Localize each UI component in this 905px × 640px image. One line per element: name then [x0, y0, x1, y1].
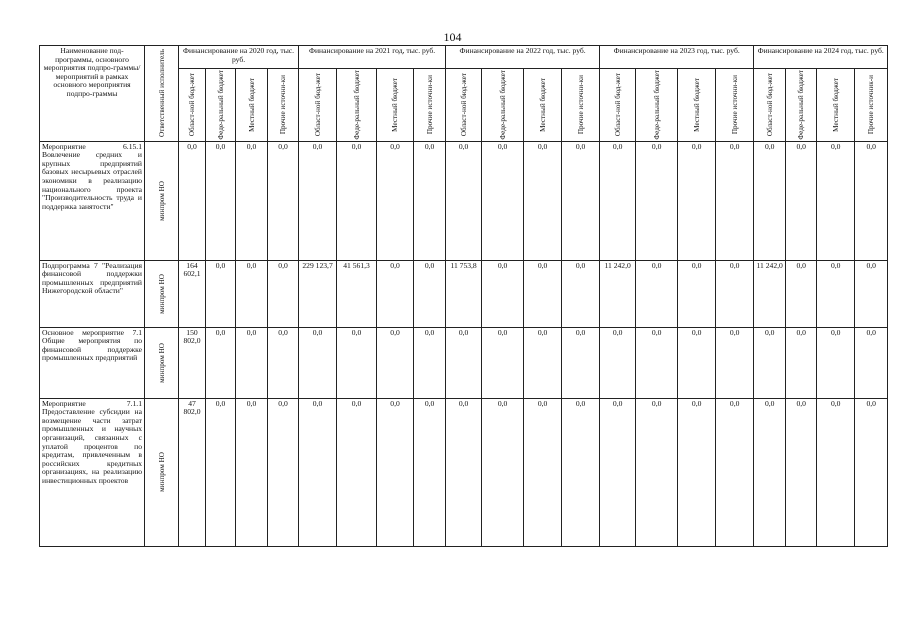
source-header: Местный бюджет [678, 69, 716, 142]
value-cell: 0,0 [855, 141, 888, 260]
year-header-2021: Финансирование на 2021 год, тыс. руб. [299, 46, 446, 69]
source-header: Област-ной бюд-жет [600, 69, 636, 142]
value-cell: 0,0 [817, 141, 855, 260]
source-header: Прочие источни-ки [414, 69, 446, 142]
value-cell: 0,0 [268, 141, 299, 260]
value-cell: 0,0 [268, 398, 299, 546]
value-cell: 47 802,0 [179, 398, 206, 546]
value-cell: 0,0 [236, 398, 268, 546]
year-header-2022: Финансирование на 2022 год, тыс. руб. [446, 46, 600, 69]
value-cell: 0,0 [600, 398, 636, 546]
value-cell: 0,0 [678, 260, 716, 327]
source-header: Феде-ральный бюджет [636, 69, 678, 142]
value-cell: 0,0 [268, 327, 299, 398]
table-row [40, 398, 888, 546]
value-cell: 0,0 [754, 141, 786, 260]
value-cell: 0,0 [446, 141, 482, 260]
year-header-2020: Финансирование на 2020 год, тыс. руб. [179, 46, 299, 69]
source-header: Местный бюджет [817, 69, 855, 142]
value-cell: 0,0 [678, 327, 716, 398]
source-header: Местный бюджет [377, 69, 414, 142]
year-header-2024: Финансирование на 2024 год, тыс. руб. [754, 46, 888, 69]
value-cell: 0,0 [482, 327, 524, 398]
value-cell: 0,0 [855, 327, 888, 398]
value-cell: 0,0 [482, 260, 524, 327]
source-header: Феде-ральный бюджет [206, 69, 236, 142]
value-cell: 0,0 [236, 141, 268, 260]
value-cell: 0,0 [482, 398, 524, 546]
year-header-2023: Финансирование на 2023 год, тыс. руб. [600, 46, 754, 69]
value-cell: 0,0 [337, 141, 377, 260]
value-cell: 0,0 [268, 260, 299, 327]
source-header: Феде-ральный бюджет [337, 69, 377, 142]
source-header: Прочие источни-ки [562, 69, 600, 142]
value-cell: 0,0 [206, 327, 236, 398]
value-cell: 0,0 [786, 141, 817, 260]
value-cell: 0,0 [524, 327, 562, 398]
source-header: Местный бюджет [236, 69, 268, 142]
value-cell: 0,0 [786, 398, 817, 546]
value-cell: 11 753,8 [446, 260, 482, 327]
value-cell: 0,0 [716, 260, 754, 327]
table-row [40, 141, 888, 260]
program-name-header: Наименование под-программы, основного мероприятия подпро-граммы/мероприятий в рамках основного мероприятия подпро-граммы [40, 46, 145, 142]
value-cell: 0,0 [636, 398, 678, 546]
value-cell: 0,0 [562, 327, 600, 398]
financing-table [39, 45, 888, 547]
program-name-cell: Мероприятие 6.15.1 Вовлечение средних и крупных предприятий базовых несырьевых отраслей экономики в реализацию национального проекта "Производительность труда и поддержка занятости" [40, 141, 145, 260]
page-number: 104 [443, 30, 462, 44]
value-cell: 0,0 [786, 327, 817, 398]
responsible-cell: минпром НО [145, 260, 179, 327]
program-name-cell: Основное мероприятие 7.1 Общие мероприятия по финансовой поддержке промышленных предприятий [40, 327, 145, 398]
value-cell: 0,0 [678, 398, 716, 546]
value-cell: 0,0 [377, 260, 414, 327]
value-cell: 0,0 [482, 141, 524, 260]
responsible-header: Ответственный исполнитель [145, 46, 179, 142]
responsible-cell: минпром НО [145, 398, 179, 546]
value-cell: 0,0 [855, 398, 888, 546]
value-cell: 0,0 [337, 327, 377, 398]
source-header: Феде-ральный бюджет [482, 69, 524, 142]
value-cell: 229 123,7 [299, 260, 337, 327]
value-cell: 0,0 [206, 141, 236, 260]
value-cell: 0,0 [446, 398, 482, 546]
value-cell: 0,0 [414, 260, 446, 327]
value-cell: 0,0 [299, 398, 337, 546]
value-cell: 0,0 [524, 398, 562, 546]
value-cell: 0,0 [754, 398, 786, 546]
source-header: Прочие источник-и [855, 69, 888, 142]
value-cell: 0,0 [600, 141, 636, 260]
responsible-cell: минпром НО [145, 327, 179, 398]
source-header: Прочие источни-ки [268, 69, 299, 142]
value-cell: 0,0 [678, 141, 716, 260]
value-cell: 0,0 [600, 327, 636, 398]
value-cell: 0,0 [236, 260, 268, 327]
source-header: Област-ной бюд-жет [754, 69, 786, 142]
value-cell: 0,0 [562, 260, 600, 327]
value-cell: 0,0 [206, 398, 236, 546]
program-name-cell: Подпрограмма 7 "Реализация финансовой поддержки промышленных предприятий Нижегородской области" [40, 260, 145, 327]
value-cell: 0,0 [855, 260, 888, 327]
value-cell: 0,0 [206, 260, 236, 327]
value-cell: 0,0 [636, 141, 678, 260]
value-cell: 0,0 [562, 398, 600, 546]
value-cell: 0,0 [414, 141, 446, 260]
value-cell: 0,0 [179, 141, 206, 260]
value-cell: 11 242,0 [600, 260, 636, 327]
value-cell: 0,0 [299, 327, 337, 398]
value-cell: 0,0 [524, 141, 562, 260]
value-cell: 0,0 [817, 398, 855, 546]
value-cell: 0,0 [716, 398, 754, 546]
source-header: Местный бюджет [524, 69, 562, 142]
value-cell: 11 242,0 [754, 260, 786, 327]
program-name-cell: Мероприятие 7.1.1 Предоставление субсидии на возмещение части затрат промышленных и научных организаций, связанных с уплатой процентов по кредитам, привлеченным в российских кредитных организациях, на реализацию инвестиционных проектов [40, 398, 145, 546]
source-header: Област-ной бюд-жет [299, 69, 337, 142]
value-cell: 0,0 [716, 141, 754, 260]
value-cell: 150 802,0 [179, 327, 206, 398]
value-cell: 0,0 [377, 398, 414, 546]
header-row-years [40, 46, 888, 69]
value-cell: 0,0 [446, 327, 482, 398]
value-cell: 0,0 [754, 327, 786, 398]
value-cell: 0,0 [414, 398, 446, 546]
source-header: Област-ной бюд-жет [446, 69, 482, 142]
source-header: Област-ной бюд-жет [179, 69, 206, 142]
value-cell: 0,0 [236, 327, 268, 398]
value-cell: 0,0 [337, 398, 377, 546]
value-cell: 0,0 [377, 327, 414, 398]
source-header: Прочие источни-ки [716, 69, 754, 142]
table-row [40, 327, 888, 398]
value-cell: 41 561,3 [337, 260, 377, 327]
value-cell: 0,0 [817, 260, 855, 327]
value-cell: 0,0 [524, 260, 562, 327]
value-cell: 0,0 [817, 327, 855, 398]
value-cell: 0,0 [786, 260, 817, 327]
value-cell: 0,0 [299, 141, 337, 260]
value-cell: 0,0 [716, 327, 754, 398]
value-cell: 0,0 [636, 327, 678, 398]
table-row [40, 260, 888, 327]
responsible-cell: минпром НО [145, 141, 179, 260]
value-cell: 164 602,1 [179, 260, 206, 327]
value-cell: 0,0 [377, 141, 414, 260]
value-cell: 0,0 [636, 260, 678, 327]
source-header: Феде-ральный бюджет [786, 69, 817, 142]
value-cell: 0,0 [562, 141, 600, 260]
value-cell: 0,0 [414, 327, 446, 398]
